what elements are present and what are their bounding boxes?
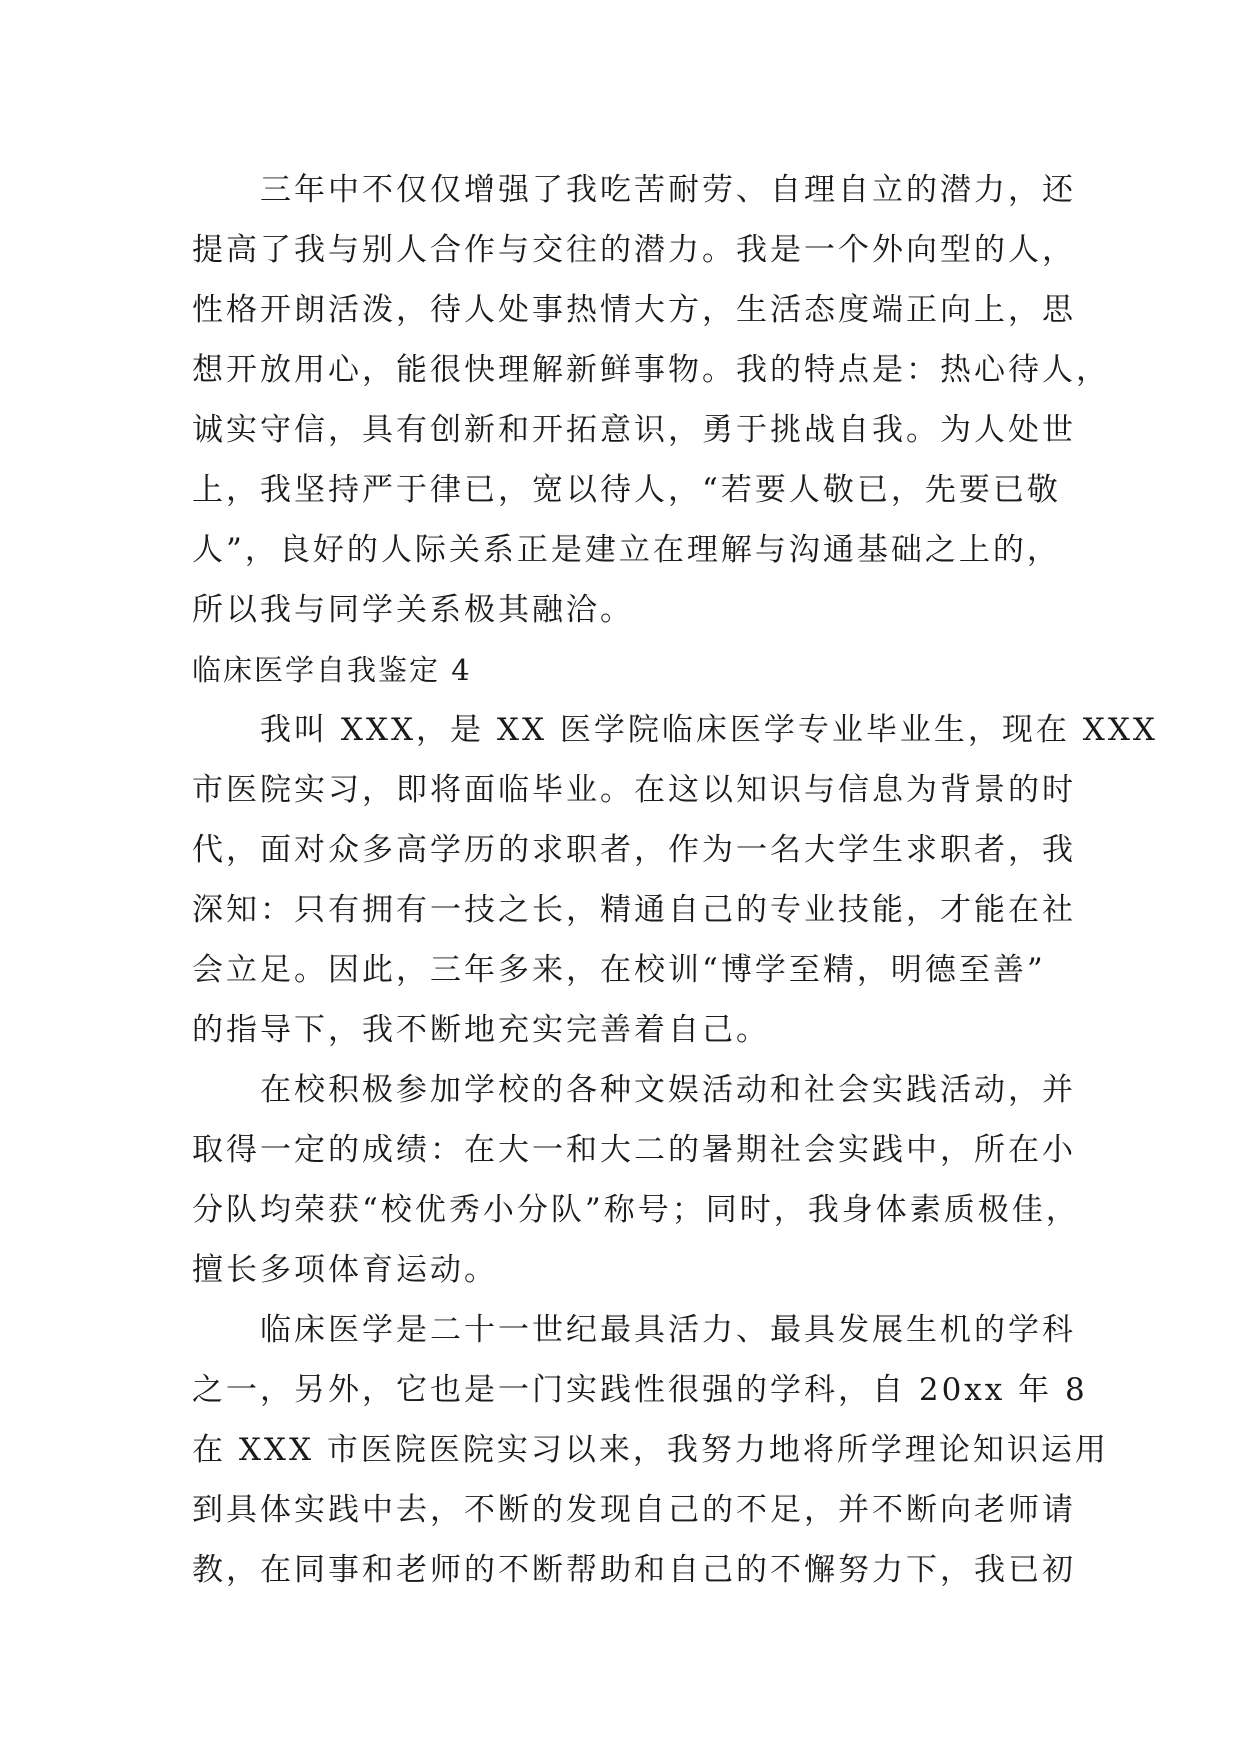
text-line: 诚实守信，具有创新和开拓意识，勇于挑战自我。为人处世 xyxy=(192,412,1076,448)
section-heading: 临床医学自我鉴定 4 xyxy=(192,653,472,687)
text-line: 人”，良好的人际关系正是建立在理解与沟通基础之上的， xyxy=(192,532,1061,568)
text-line: 分队均荣获“校优秀小分队”称号；同时，我身体素质极佳， xyxy=(192,1192,1080,1228)
paragraph-2 xyxy=(192,1060,1080,1300)
paragraph-3 xyxy=(192,1300,1109,1600)
text-line: 取得一定的成绩：在大一和大二的暑期社会实践中，所在小 xyxy=(192,1132,1076,1168)
text-line: 临床医学是二十一世纪最具活力、最具发展生机的学科 xyxy=(260,1312,1076,1348)
text-line: 性格开朗活泼，待人处事热情大方，生活态度端正向上，思 xyxy=(192,292,1076,328)
text-line: 提高了我与别人合作与交往的潜力。我是一个外向型的人， xyxy=(192,232,1076,268)
text-line: 会立足。因此，三年多来，在校训“博学至精，明德至善” xyxy=(192,952,1046,988)
text-line: 上，我坚持严于律已，宽以待人，“若要人敬已，先要已敬 xyxy=(192,472,1061,508)
text-line: 到具体实践中去，不断的发现自己的不足，并不断向老师请 xyxy=(192,1492,1076,1528)
text-line: 的指导下，我不断地充实完善着自己。 xyxy=(192,1012,770,1048)
text-line: 三年中不仅仅增强了我吃苦耐劳、自理自立的潜力，还 xyxy=(260,172,1076,208)
text-line: 之一，另外，它也是一门实践性很强的学科，自 20xx 年 8 xyxy=(192,1372,1088,1408)
text-line: 在校积极参加学校的各种文娱活动和社会实践活动，并 xyxy=(260,1072,1076,1108)
text-line: 代，面对众多高学历的求职者，作为一名大学生求职者，我 xyxy=(192,832,1076,868)
text-line: 深知：只有拥有一技之长，精通自己的专业技能，才能在社 xyxy=(192,892,1076,928)
text-line: 教，在同事和老师的不断帮助和自己的不懈努力下，我已初 xyxy=(192,1552,1076,1588)
document-body xyxy=(192,160,1158,1600)
text-line: 所以我与同学关系极其融洽。 xyxy=(192,592,634,628)
text-line: 擅长多项体育运动。 xyxy=(192,1252,498,1288)
paragraph-intro xyxy=(192,160,1110,640)
text-line: 想开放用心，能很快理解新鲜事物。我的特点是：热心待人， xyxy=(192,352,1110,388)
text-line: 我叫 XXX，是 XX 医学院临床医学专业毕业生，现在 XXX xyxy=(260,712,1158,748)
text-line: 市医院实习，即将面临毕业。在这以知识与信息为背景的时 xyxy=(192,772,1076,808)
paragraph-1 xyxy=(192,700,1158,1060)
text-line: 在 XXX 市医院医院实习以来，我努力地将所学理论知识运用 xyxy=(192,1432,1109,1468)
